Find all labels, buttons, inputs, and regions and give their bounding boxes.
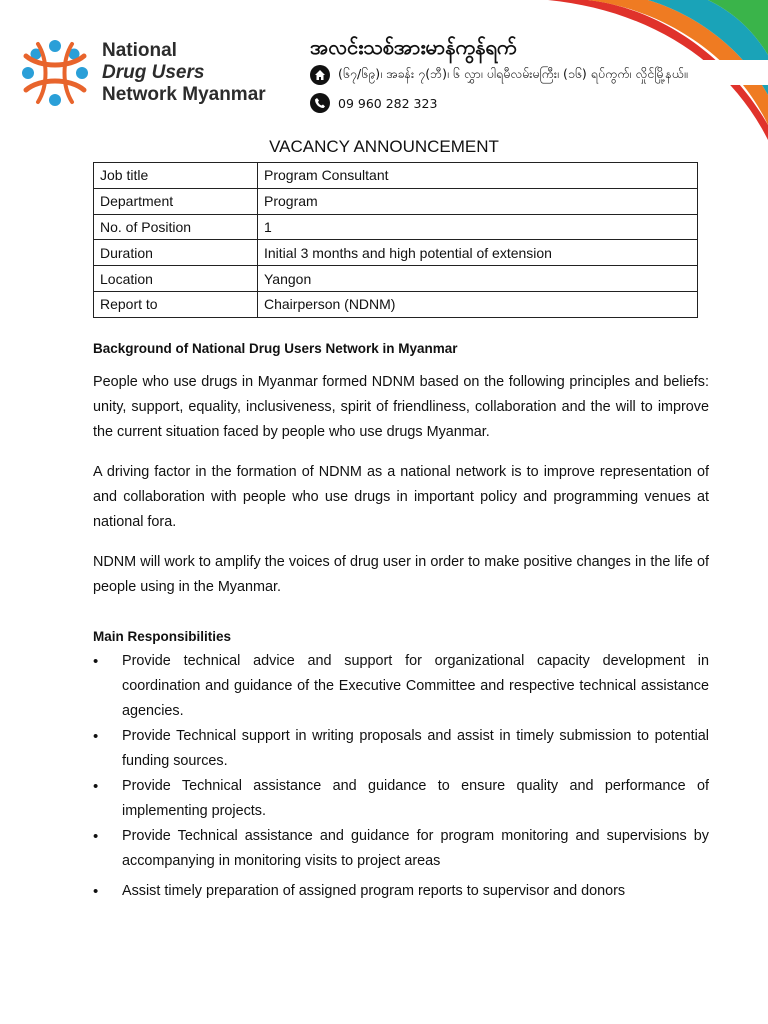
list-item: • Provide Technical support in writing proposals and assist in timely submission to potential funding sources. xyxy=(93,724,709,774)
table-row xyxy=(94,188,698,214)
background-paragraph: NDNM will work to amplify the voices of drug user in order to make positive changes in the life of people using in the Myanmar. xyxy=(93,554,709,595)
row-label: Duration xyxy=(94,240,258,266)
page-title: VACANCY ANNOUNCEMENT xyxy=(269,137,499,156)
table-row xyxy=(94,163,698,189)
table-row xyxy=(94,214,698,240)
list-item: • Provide technical advice and support for organizational capacity development in coordination and guidance of the Executive Committee and respective technical assistance agencies. xyxy=(93,649,709,724)
myanmar-title: အလင်းသစ်အားမာန်ကွန်ရက် xyxy=(310,35,517,59)
address-row xyxy=(310,65,688,85)
background-paragraph: A driving factor in the formation of NDNM as a national network is to improve representation of and collaboration with people who use drugs in important policy and programming venues at national fora. xyxy=(93,464,709,530)
list-item: • Provide Technical assistance and guidance to ensure quality and performance of implementing projects. xyxy=(93,774,709,824)
list-item: • Assist timely preparation of assigned program reports to supervisor and donors xyxy=(93,879,709,904)
background-paragraph: People who use drugs in Myanmar formed NDNM based on the following principles and beliefs: unity, support, equality, inclusiveness, spirit of friendliness, collaboration and the will to improve the current situation faced by people who use drugs Myanmar. xyxy=(93,374,709,440)
row-label: No. of Position xyxy=(94,214,258,240)
address-text: (၆၇/၆၉)၊ အခန်း ၇(ဘီ)၊ ၆ လွှာ၊ ပါရမီလမ်းမကြီး၊ (၁၆) ရပ်ကွက်၊ လှိုင်မြို့နယ်။ xyxy=(338,65,688,81)
table-row xyxy=(94,240,698,266)
phone-icon xyxy=(310,93,330,113)
row-value: Program xyxy=(258,188,698,214)
row-value: Program Consultant xyxy=(258,163,698,189)
row-label: Job title xyxy=(94,163,258,189)
home-icon xyxy=(310,65,330,85)
phone-row xyxy=(310,93,437,113)
job-info-table xyxy=(93,162,698,318)
row-label: Location xyxy=(94,266,258,292)
org-name-line1: National xyxy=(102,40,177,61)
list-item: • Provide Technical assistance and guidance for program monitoring and supervisions by accompanying in monitoring visits to project areas xyxy=(93,824,709,874)
table-row xyxy=(94,291,698,317)
row-value: Chairperson (NDNM) xyxy=(258,291,698,317)
row-value: Yangon xyxy=(258,266,698,292)
table-row xyxy=(94,266,698,292)
phone-number: 09 960 282 323 xyxy=(338,95,438,111)
ndnm-logo xyxy=(20,38,90,108)
org-name-line3: Network Myanmar xyxy=(102,84,266,105)
row-value: 1 xyxy=(258,214,698,240)
row-label: Department xyxy=(94,188,258,214)
row-value: Initial 3 months and high potential of extension xyxy=(258,240,698,266)
org-name xyxy=(102,40,266,106)
background-heading: Background of National Drug Users Network in Myanmar xyxy=(93,341,458,356)
responsibilities-list xyxy=(93,649,709,904)
document-body xyxy=(93,336,709,904)
responsibilities-heading: Main Responsibilities xyxy=(93,629,232,644)
row-label: Report to xyxy=(94,291,258,317)
org-name-line2: Drug Users xyxy=(102,62,205,83)
